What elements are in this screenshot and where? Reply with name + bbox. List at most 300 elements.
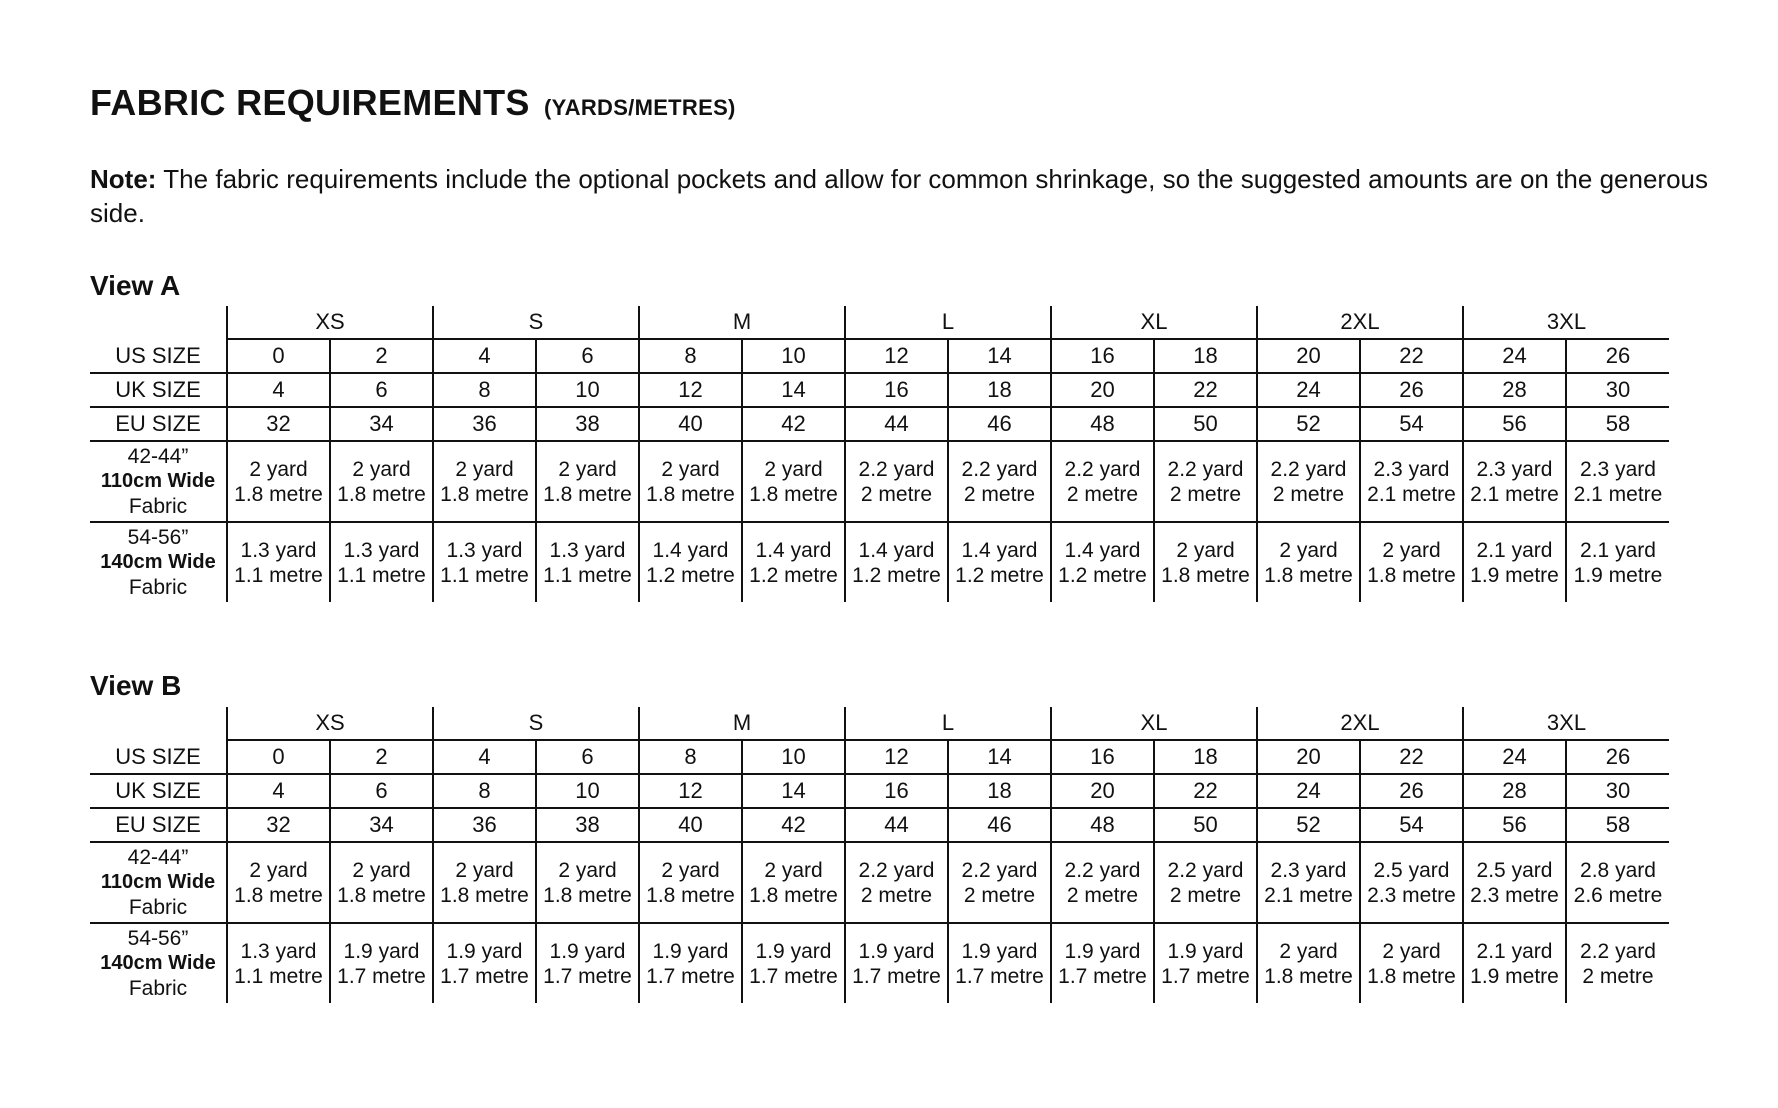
metre-amount: 1.8 metre <box>1264 964 1353 988</box>
row-label: UK SIZE <box>90 774 227 808</box>
fabric-width: 110cm Wide <box>100 871 216 893</box>
size-value-cell: 20 <box>1257 339 1360 373</box>
metre-amount: 1.8 metre <box>749 482 838 506</box>
size-value-cell: 24 <box>1257 373 1360 407</box>
size-group-row <box>90 306 1669 339</box>
size-value-cell: 28 <box>1463 774 1566 808</box>
metre-amount: 1.7 metre <box>852 964 941 988</box>
metre-amount: 1.2 metre <box>852 563 941 587</box>
row-label: EU SIZE <box>90 407 227 441</box>
fabric-amount-cell <box>1257 441 1360 522</box>
metre-amount: 1.7 metre <box>543 964 632 988</box>
metre-amount: 1.8 metre <box>1367 563 1456 587</box>
size-value-cell: 40 <box>639 808 742 842</box>
fabric-amount-cell <box>1360 441 1463 522</box>
metre-amount: 1.8 metre <box>337 883 426 907</box>
row-label: EU SIZE <box>90 808 227 842</box>
yard-amount: 2.2 yard <box>858 858 935 882</box>
yard-amount: 2.3 yard <box>1270 858 1347 882</box>
fabric-suffix: Fabric <box>128 896 188 919</box>
metre-amount: 1.9 metre <box>1470 964 1559 988</box>
page-title <box>90 82 736 124</box>
yard-amount: 2.2 yard <box>1064 457 1141 481</box>
yard-amount: 1.3 yard <box>240 538 317 562</box>
size-value-cell: 54 <box>1360 407 1463 441</box>
size-value-cell: 30 <box>1566 373 1669 407</box>
metre-amount: 1.8 metre <box>749 883 838 907</box>
fabric-amount-cell <box>1566 842 1669 923</box>
size-group-row <box>90 707 1669 740</box>
size-row <box>90 407 1669 441</box>
metre-amount: 1.8 metre <box>543 482 632 506</box>
fabric-amount-cell <box>536 522 639 602</box>
yard-amount: 1.4 yard <box>858 538 935 562</box>
metre-amount: 1.8 metre <box>440 482 529 506</box>
yard-amount: 2.8 yard <box>1580 858 1656 882</box>
note-label: Note: <box>90 164 157 194</box>
corner-cell <box>90 306 227 339</box>
metre-amount: 1.8 metre <box>234 482 323 506</box>
fabric-suffix: Fabric <box>128 576 188 599</box>
yard-amount: 1.9 yard <box>652 939 729 963</box>
size-value-cell: 18 <box>1154 740 1257 774</box>
yard-amount: 2 yard <box>249 457 308 481</box>
yard-amount: 2.2 yard <box>961 457 1038 481</box>
size-group-header: 2XL <box>1257 306 1463 339</box>
size-value-cell: 56 <box>1463 407 1566 441</box>
size-value-cell: 50 <box>1154 407 1257 441</box>
size-value-cell: 48 <box>1051 407 1154 441</box>
yard-amount: 1.9 yard <box>755 939 832 963</box>
size-value-cell: 36 <box>433 407 536 441</box>
yard-amount: 1.3 yard <box>446 538 523 562</box>
metre-amount: 2 metre <box>963 883 1036 907</box>
yard-amount: 2.5 yard <box>1373 858 1450 882</box>
size-value-cell: 28 <box>1463 373 1566 407</box>
metre-amount: 2 metre <box>1169 482 1242 506</box>
metre-amount: 1.8 metre <box>337 482 426 506</box>
metre-amount: 1.8 metre <box>1161 563 1250 587</box>
metre-amount: 2 metre <box>860 482 933 506</box>
yard-amount: 2.2 yard <box>1580 939 1656 963</box>
fabric-amount-cell <box>330 522 433 602</box>
metre-amount: 1.8 metre <box>646 883 735 907</box>
fabric-amount-cell <box>1051 842 1154 923</box>
size-group-header: XS <box>227 306 433 339</box>
fabric-amount-cell <box>536 842 639 923</box>
size-row <box>90 774 1669 808</box>
metre-amount: 1.2 metre <box>646 563 735 587</box>
fabric-amount-cell <box>1154 842 1257 923</box>
yard-amount: 2.2 yard <box>1167 457 1244 481</box>
yard-amount: 2 yard <box>352 858 411 882</box>
size-value-cell: 38 <box>536 407 639 441</box>
yard-amount: 2 yard <box>455 457 514 481</box>
size-value-cell: 8 <box>433 774 536 808</box>
yard-amount: 2.2 yard <box>1167 858 1244 882</box>
fabric-amount-cell <box>639 923 742 1003</box>
yard-amount: 1.4 yard <box>961 538 1038 562</box>
size-value-cell: 22 <box>1360 740 1463 774</box>
size-value-cell: 24 <box>1463 740 1566 774</box>
size-value-cell: 8 <box>639 740 742 774</box>
yard-amount: 1.9 yard <box>446 939 523 963</box>
size-value-cell: 16 <box>1051 339 1154 373</box>
corner-cell <box>90 707 227 740</box>
yard-amount: 2 yard <box>1279 939 1338 963</box>
size-group-header: L <box>845 707 1051 740</box>
size-value-cell: 42 <box>742 808 845 842</box>
size-value-cell: 0 <box>227 339 330 373</box>
size-value-cell: 12 <box>639 774 742 808</box>
fabric-amount-cell <box>1566 522 1669 602</box>
metre-amount: 2 metre <box>963 482 1036 506</box>
metre-amount: 1.8 metre <box>1367 964 1456 988</box>
size-value-cell: 54 <box>1360 808 1463 842</box>
size-value-cell: 20 <box>1051 373 1154 407</box>
fabric-width: 110cm Wide <box>100 470 216 492</box>
metre-amount: 2 metre <box>1582 964 1654 988</box>
yard-amount: 1.9 yard <box>858 939 935 963</box>
metre-amount: 2.1 metre <box>1470 482 1559 506</box>
fabric-width-range: 42-44” <box>127 846 189 869</box>
fabric-suffix: Fabric <box>128 977 188 1000</box>
row-label: US SIZE <box>90 339 227 373</box>
fabric-amount-cell <box>639 441 742 522</box>
fabric-amount-cell <box>330 923 433 1003</box>
fabric-amount-cell <box>433 842 536 923</box>
yard-amount: 2.1 yard <box>1476 939 1553 963</box>
view-b-table <box>90 707 1669 1003</box>
yard-amount: 1.4 yard <box>652 538 729 562</box>
metre-amount: 2.6 metre <box>1573 883 1663 907</box>
metre-amount: 1.8 metre <box>1264 563 1353 587</box>
size-group-header: 3XL <box>1463 707 1669 740</box>
fabric-amount-cell <box>742 441 845 522</box>
yard-amount: 1.9 yard <box>1064 939 1141 963</box>
yard-amount: 2 yard <box>1279 538 1338 562</box>
yard-amount: 2 yard <box>1176 538 1235 562</box>
fabric-amount-cell <box>845 441 948 522</box>
size-group-header: M <box>639 707 845 740</box>
size-value-cell: 16 <box>845 373 948 407</box>
fabric-amount-cell <box>1360 522 1463 602</box>
size-value-cell: 20 <box>1257 740 1360 774</box>
size-value-cell: 14 <box>742 373 845 407</box>
yard-amount: 2.2 yard <box>961 858 1038 882</box>
size-value-cell: 12 <box>845 740 948 774</box>
row-label: UK SIZE <box>90 373 227 407</box>
size-value-cell: 56 <box>1463 808 1566 842</box>
size-row <box>90 808 1669 842</box>
metre-amount: 1.7 metre <box>337 964 426 988</box>
yard-amount: 2.1 yard <box>1580 538 1656 562</box>
fabric-amount-cell <box>1566 441 1669 522</box>
fabric-label <box>90 441 227 522</box>
size-value-cell: 8 <box>433 373 536 407</box>
fabric-row <box>90 842 1669 923</box>
fabric-width: 140cm Wide <box>100 551 216 573</box>
fabric-amount-cell <box>433 522 536 602</box>
yard-amount: 2 yard <box>661 457 720 481</box>
fabric-amount-cell <box>330 842 433 923</box>
fabric-amount-cell <box>1257 923 1360 1003</box>
size-value-cell: 48 <box>1051 808 1154 842</box>
size-value-cell: 0 <box>227 740 330 774</box>
page-subtitle: (YARDS/METRES) <box>544 95 736 120</box>
size-value-cell: 6 <box>536 740 639 774</box>
fabric-amount-cell <box>639 842 742 923</box>
fabric-amount-cell <box>948 441 1051 522</box>
fabric-amount-cell <box>227 842 330 923</box>
size-value-cell: 42 <box>742 407 845 441</box>
size-value-cell: 14 <box>742 774 845 808</box>
page-title-text: FABRIC REQUIREMENTS <box>90 82 530 123</box>
metre-amount: 1.7 metre <box>1161 964 1250 988</box>
fabric-row <box>90 522 1669 602</box>
fabric-amount-cell <box>536 923 639 1003</box>
yard-amount: 2.2 yard <box>858 457 935 481</box>
size-value-cell: 30 <box>1566 774 1669 808</box>
fabric-suffix: Fabric <box>128 495 188 518</box>
size-group-header: S <box>433 707 639 740</box>
fabric-amount-cell <box>1257 842 1360 923</box>
fabric-amount-cell <box>845 842 948 923</box>
metre-amount: 2 metre <box>1272 482 1345 506</box>
fabric-amount-cell <box>433 441 536 522</box>
size-value-cell: 32 <box>227 808 330 842</box>
metre-amount: 1.2 metre <box>1058 563 1147 587</box>
metre-amount: 1.8 metre <box>440 883 529 907</box>
metre-amount: 1.7 metre <box>749 964 838 988</box>
row-label: US SIZE <box>90 740 227 774</box>
yard-amount: 2 yard <box>558 858 617 882</box>
size-value-cell: 20 <box>1051 774 1154 808</box>
size-value-cell: 2 <box>330 740 433 774</box>
size-value-cell: 10 <box>536 774 639 808</box>
size-value-cell: 38 <box>536 808 639 842</box>
fabric-width: 140cm Wide <box>100 952 216 974</box>
size-value-cell: 14 <box>948 740 1051 774</box>
size-row <box>90 339 1669 373</box>
size-group-header: XS <box>227 707 433 740</box>
fabric-amount-cell <box>948 842 1051 923</box>
size-value-cell: 26 <box>1360 774 1463 808</box>
yard-amount: 1.9 yard <box>961 939 1038 963</box>
size-value-cell: 14 <box>948 339 1051 373</box>
yard-amount: 1.3 yard <box>343 538 420 562</box>
fabric-amount-cell <box>433 923 536 1003</box>
fabric-amount-cell <box>1360 923 1463 1003</box>
yard-amount: 2 yard <box>1382 538 1441 562</box>
size-value-cell: 26 <box>1360 373 1463 407</box>
size-value-cell: 52 <box>1257 407 1360 441</box>
fabric-label <box>90 522 227 602</box>
yard-amount: 2 yard <box>764 858 823 882</box>
note-paragraph <box>90 162 1708 230</box>
size-value-cell: 26 <box>1566 740 1669 774</box>
fabric-amount-cell <box>742 522 845 602</box>
size-value-cell: 4 <box>433 339 536 373</box>
size-value-cell: 4 <box>227 373 330 407</box>
yard-amount: 2.2 yard <box>1064 858 1141 882</box>
size-value-cell: 36 <box>433 808 536 842</box>
size-value-cell: 6 <box>330 373 433 407</box>
metre-amount: 1.2 metre <box>955 563 1044 587</box>
metre-amount: 2.1 metre <box>1264 883 1353 907</box>
yard-amount: 2.5 yard <box>1476 858 1553 882</box>
fabric-amount-cell <box>1463 842 1566 923</box>
size-group-header: L <box>845 306 1051 339</box>
yard-amount: 2 yard <box>455 858 514 882</box>
size-value-cell: 34 <box>330 808 433 842</box>
size-value-cell: 34 <box>330 407 433 441</box>
yard-amount: 1.3 yard <box>240 939 317 963</box>
metre-amount: 1.7 metre <box>955 964 1044 988</box>
yard-amount: 2 yard <box>352 457 411 481</box>
view-a-title: View A <box>90 270 181 301</box>
size-value-cell: 50 <box>1154 808 1257 842</box>
fabric-amount-cell <box>1154 522 1257 602</box>
fabric-amount-cell <box>227 441 330 522</box>
metre-amount: 1.1 metre <box>234 964 323 988</box>
fabric-amount-cell <box>1257 522 1360 602</box>
yard-amount: 2 yard <box>1382 939 1441 963</box>
size-value-cell: 18 <box>948 774 1051 808</box>
metre-amount: 1.8 metre <box>646 482 735 506</box>
yard-amount: 1.9 yard <box>549 939 626 963</box>
fabric-amount-cell <box>742 923 845 1003</box>
metre-amount: 1.8 metre <box>234 883 323 907</box>
size-group-header: XL <box>1051 707 1257 740</box>
size-value-cell: 44 <box>845 808 948 842</box>
yard-amount: 2.1 yard <box>1476 538 1553 562</box>
fabric-amount-cell <box>1463 441 1566 522</box>
fabric-amount-cell <box>845 522 948 602</box>
size-group-header: S <box>433 306 639 339</box>
size-value-cell: 44 <box>845 407 948 441</box>
metre-amount: 1.7 metre <box>440 964 529 988</box>
size-value-cell: 58 <box>1566 808 1669 842</box>
fabric-amount-cell <box>1051 522 1154 602</box>
fabric-amount-cell <box>948 923 1051 1003</box>
yard-amount: 1.4 yard <box>755 538 832 562</box>
size-group-header: M <box>639 306 845 339</box>
yard-amount: 1.4 yard <box>1064 538 1141 562</box>
view-b-title: View B <box>90 670 182 701</box>
size-value-cell: 16 <box>845 774 948 808</box>
metre-amount: 1.1 metre <box>337 563 426 587</box>
size-value-cell: 2 <box>330 339 433 373</box>
metre-amount: 2 metre <box>1169 883 1242 907</box>
size-value-cell: 58 <box>1566 407 1669 441</box>
yard-amount: 2 yard <box>558 457 617 481</box>
size-value-cell: 18 <box>948 373 1051 407</box>
yard-amount: 2.3 yard <box>1476 457 1553 481</box>
fabric-amount-cell <box>1566 923 1669 1003</box>
metre-amount: 1.9 metre <box>1470 563 1559 587</box>
size-value-cell: 16 <box>1051 740 1154 774</box>
metre-amount: 2 metre <box>1066 482 1139 506</box>
metre-amount: 1.9 metre <box>1573 563 1663 587</box>
size-value-cell: 8 <box>639 339 742 373</box>
size-group-header: XL <box>1051 306 1257 339</box>
fabric-amount-cell <box>330 441 433 522</box>
size-value-cell: 10 <box>742 339 845 373</box>
size-value-cell: 6 <box>330 774 433 808</box>
yard-amount: 1.9 yard <box>1167 939 1244 963</box>
fabric-width-range: 54-56” <box>127 526 189 549</box>
size-value-cell: 32 <box>227 407 330 441</box>
fabric-amount-cell <box>1051 441 1154 522</box>
metre-amount: 1.2 metre <box>749 563 838 587</box>
fabric-amount-cell <box>1360 842 1463 923</box>
metre-amount: 2.1 metre <box>1573 482 1663 506</box>
fabric-width-range: 54-56” <box>127 927 189 950</box>
fabric-amount-cell <box>948 522 1051 602</box>
view-a-table <box>90 306 1669 602</box>
yard-amount: 2.2 yard <box>1270 457 1347 481</box>
yard-amount: 2 yard <box>249 858 308 882</box>
yard-amount: 1.9 yard <box>343 939 420 963</box>
yard-amount: 2 yard <box>764 457 823 481</box>
yard-amount: 1.3 yard <box>549 538 626 562</box>
size-value-cell: 6 <box>536 339 639 373</box>
size-value-cell: 46 <box>948 808 1051 842</box>
size-group-header: 3XL <box>1463 306 1669 339</box>
fabric-label <box>90 842 227 923</box>
size-value-cell: 26 <box>1566 339 1669 373</box>
size-row <box>90 373 1669 407</box>
size-value-cell: 46 <box>948 407 1051 441</box>
fabric-amount-cell <box>742 842 845 923</box>
size-value-cell: 10 <box>742 740 845 774</box>
fabric-amount-cell <box>845 923 948 1003</box>
size-value-cell: 24 <box>1257 774 1360 808</box>
metre-amount: 2.1 metre <box>1367 482 1456 506</box>
size-value-cell: 22 <box>1360 339 1463 373</box>
size-row <box>90 740 1669 774</box>
fabric-amount-cell <box>227 522 330 602</box>
fabric-amount-cell <box>1154 441 1257 522</box>
fabric-amount-cell <box>1463 923 1566 1003</box>
size-value-cell: 52 <box>1257 808 1360 842</box>
metre-amount: 1.8 metre <box>543 883 632 907</box>
fabric-amount-cell <box>1463 522 1566 602</box>
metre-amount: 1.7 metre <box>646 964 735 988</box>
metre-amount: 2.3 metre <box>1367 883 1456 907</box>
size-value-cell: 18 <box>1154 339 1257 373</box>
size-value-cell: 40 <box>639 407 742 441</box>
fabric-amount-cell <box>536 441 639 522</box>
size-value-cell: 12 <box>639 373 742 407</box>
fabric-width-range: 42-44” <box>127 445 189 468</box>
fabric-amount-cell <box>1154 923 1257 1003</box>
size-value-cell: 4 <box>227 774 330 808</box>
size-value-cell: 22 <box>1154 774 1257 808</box>
metre-amount: 1.7 metre <box>1058 964 1147 988</box>
size-value-cell: 22 <box>1154 373 1257 407</box>
metre-amount: 1.1 metre <box>543 563 632 587</box>
fabric-row <box>90 923 1669 1003</box>
fabric-amount-cell <box>639 522 742 602</box>
size-value-cell: 12 <box>845 339 948 373</box>
yard-amount: 2.3 yard <box>1373 457 1450 481</box>
size-value-cell: 24 <box>1463 339 1566 373</box>
metre-amount: 2 metre <box>1066 883 1139 907</box>
size-value-cell: 4 <box>433 740 536 774</box>
yard-amount: 2 yard <box>661 858 720 882</box>
